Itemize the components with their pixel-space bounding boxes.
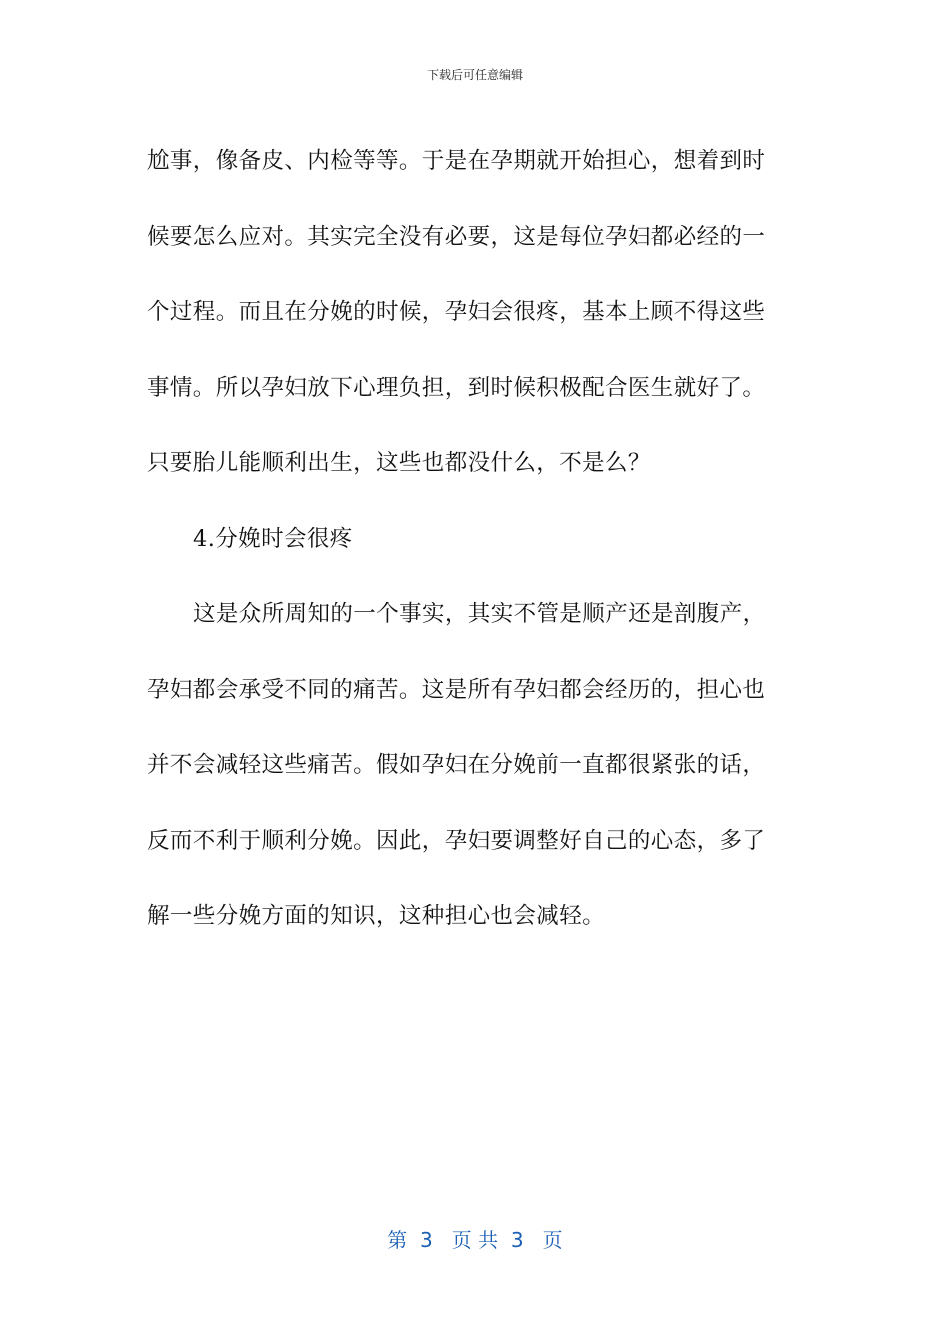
paragraph-line: 这是众所周知的一个事实，其实不管是顺产还是剖腹产，	[193, 601, 766, 627]
page-header: 下载后可任意编辑	[426, 68, 523, 82]
paragraph-line: 并不会减轻这些痛苦。假如孕妇在分娩前一直都很紧张的话，	[147, 752, 766, 778]
paragraph-line: 事情。所以孕妇放下心理负担，到时候积极配合医生就好了。	[147, 374, 766, 401]
paragraph-line: 反而不利于顺利分娩。因此，孕妇要调整好自己的心态，多了	[147, 827, 766, 854]
paragraph-line: 只要胎儿能顺利出生，这些也都没什么，不是么？	[147, 450, 651, 476]
document-body	[147, 124, 797, 955]
paragraph-line: 孕妇都会承受不同的痛苦。这是所有孕妇都会经历的，担心也	[147, 676, 766, 703]
paragraph-line: 个过程。而且在分娩的时候，孕妇会很疼，基本上顾不得这些	[147, 299, 766, 325]
paragraph-line: 解一些分娩方面的知识，这种担心也会减轻。	[147, 903, 606, 929]
page-number-footer: 第 3 页 共 3 页	[387, 1228, 563, 1252]
paragraph-line: 候要怎么应对。其实完全没有必要，这是每位孕妇都必经的一	[147, 223, 766, 250]
section-heading: 4.分娩时会很疼	[193, 525, 353, 552]
paragraph-line: 尬事，像备皮、内检等等。于是在孕期就开始担心，想着到时	[147, 148, 766, 174]
